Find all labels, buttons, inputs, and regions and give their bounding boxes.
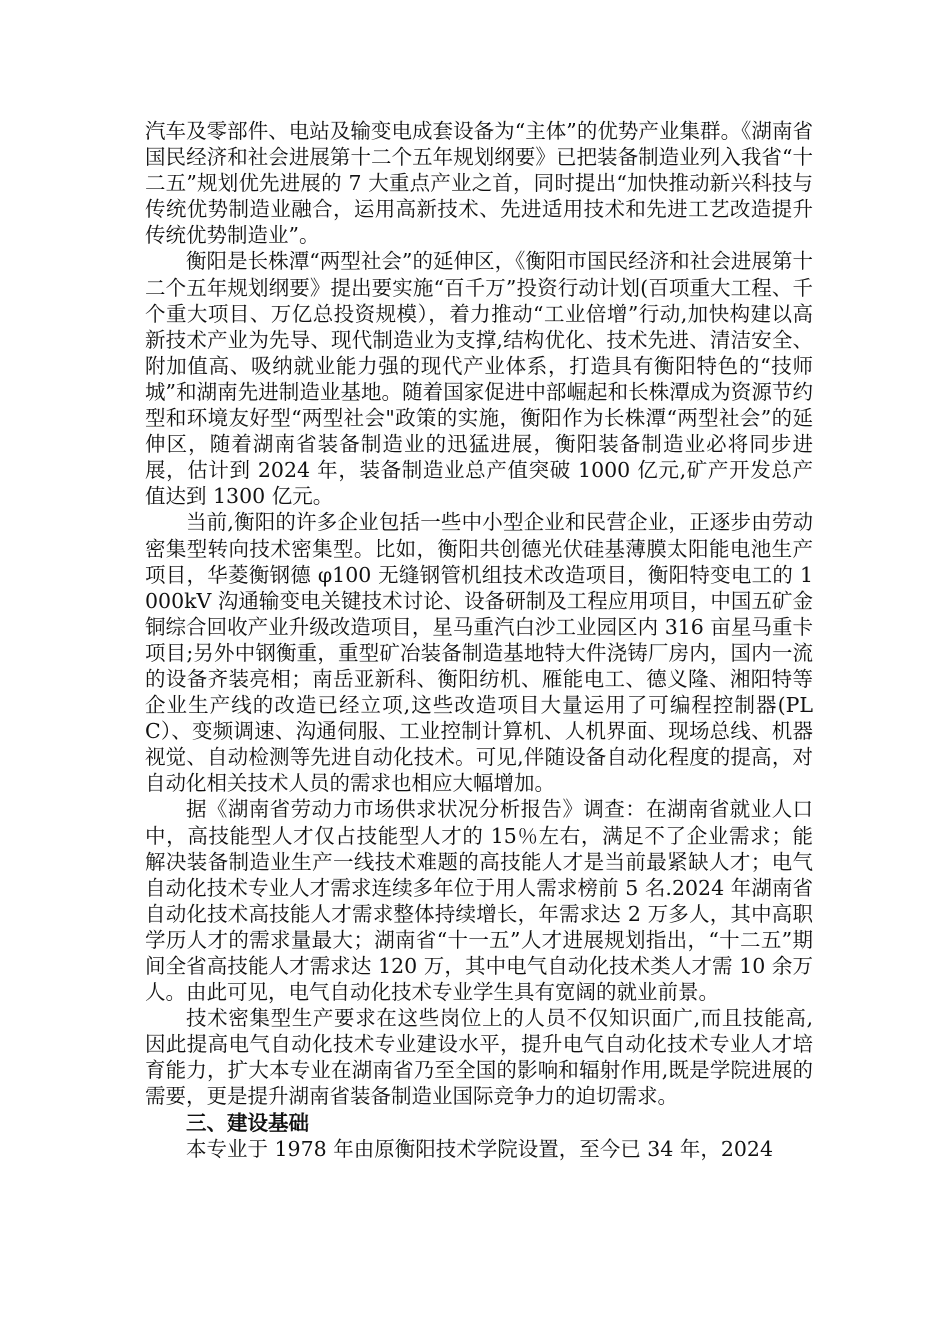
paragraph-industry-cluster: 汽车及零部件、电站及输变电成套设备为“主体”的优势产业集群。《湖南省国民经济和社会进展第十二个五年规划纲要》已把装备制造业列入我省“十二五”规划优先进展的 7 大重点产业之首，同时提出“加快推动新兴科技与传统优势制造业融合，运用高新技术、先进适用技术和先进工艺改造提升传统优势制造业”。 <box>145 119 813 248</box>
paragraph-program-history: 本专业于 1978 年由原衡阳技术学院设置，至今已 34 年，2024 <box>186 1136 773 1161</box>
section-heading: 三、建设基础 <box>186 1110 309 1135</box>
paragraph-construction-need: 技术密集型生产要求在这些岗位上的人员不仅知识面广,而且技能高,因此提高电气自动化技术专业建设水平，提升电气自动化技术专业人才培育能力，扩大本专业在湖南省乃至全国的影响和辐射作用,既是学院进展的需要，更是提升湖南省装备制造业国际竞争力的迫切需求。 <box>145 1006 813 1109</box>
document-page <box>145 118 813 1162</box>
paragraph-enterprise-upgrade: 当前,衡阳的许多企业包括一些中小型企业和民营企业，正逐步由劳动密集型转向技术密集型。比如，衡阳共创德光伏硅基薄膜太阳能电池生产项目，华菱衡钢德 φ100 无缝钢管机组技术改造项目，衡阳特变电工的 1000kV 沟通输变电关键技术讨论、设备研制及工程应用项目，中国五矿金铜综合回收产业升级改造项目，星马重汽白沙工业园区内 316 亩星马重卡项目;另外中钢衡重，重型矿冶装备制造基地特大件浇铸厂房内，国内一流的设备齐装亮相；南岳亚新科、衡阳纺机、雁能电工、德义隆、湘阳特等企业生产线的改造已经立项,这些改造项目大量运用了可编程控制器(PLC）、变频调速、沟通伺服、工业控制计算机、人机界面、现场总线、机器视觉、自动检测等先进自动化技术。可见,伴随设备自动化程度的提高，对自动化相关技术人员的需求也相应大幅增加。 <box>145 510 813 796</box>
paragraph-hengyang-plan: 衡阳是长株潭“两型社会”的延伸区，《衡阳市国民经济和社会进展第十二个五年规划纲要》提出要实施“百千万”投资行动计划(百项重大工程、千个重大项目、万亿总投资规模），着力推动“工业倍增”行动,加快构建以高新技术产业为先导、现代制造业为支撑,结构优化、技术先进、清洁安全、附加值高、吸纳就业能力强的现代产业体系，打造具有衡阳特色的“技师城”和湖南先进制造业基地。随着国家促进中部崛起和长株潭成为资源节约型和环境友好型“两型社会"政策的实施，衡阳作为长株潭“两型社会”的延伸区，随着湖南省装备制造业的迅猛进展，衡阳装备制造业必将同步进展，估计到 2024 年，装备制造业总产值突破 1000 亿元,矿产开发总产值达到 1300 亿元。 <box>145 249 813 509</box>
paragraph-labor-market: 据《湖南省劳动力市场供求状况分析报告》调查：在湖南省就业人口中，高技能型人才仅占技能型人才的 15％左右，满足不了企业需求；能解决装备制造业生产一线技术难题的高技能人才是当前最紧缺人才；电气自动化技术专业人才需求连续多年位于用人需求榜前 5 名.2024 年湖南省自动化技术高技能人才需求整体持续增长，年需求达 2 万多人，其中高职学历人才的需求量最大；湖南省“十一五”人才进展规划指出，“十二五”期间全省高技能人才需求达 120 万，其中电气自动化技术类人才需 10 余万人。由此可见，电气自动化技术专业学生具有宽阔的就业前景。 <box>145 797 813 1005</box>
